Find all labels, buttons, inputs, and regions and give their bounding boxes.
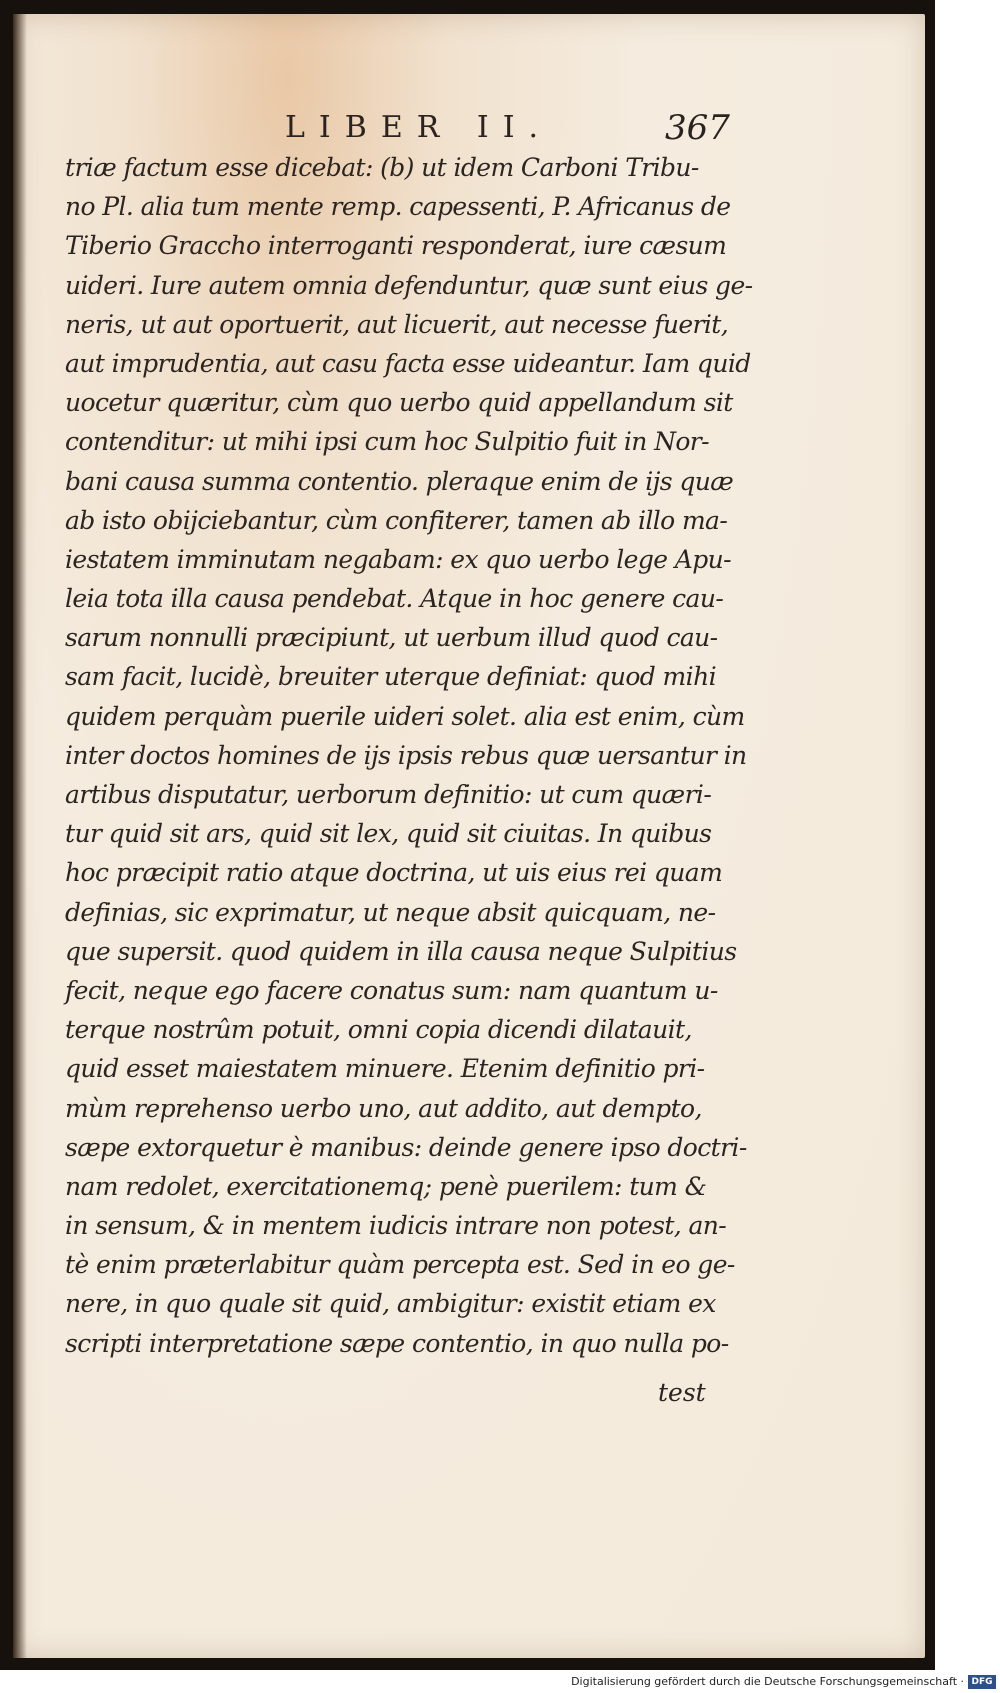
text-line: que supersit. quod quidem in illa causa neque Sulpitius xyxy=(65,936,737,966)
text-line: leia tota illa causa pendebat. Atque in hoc genere cau- xyxy=(65,584,724,614)
text-line: Tiberio Graccho interroganti responderat, iure cæsum xyxy=(65,231,727,261)
text-line: terque nostrûm potuit, omni copia dicendi dilatauit, xyxy=(65,1015,692,1045)
text-line: neris, ut aut oportuerit, aut licuerit, aut necesse fuerit, xyxy=(65,309,729,339)
running-head-title: LIBER II. xyxy=(285,110,553,145)
text-line: tè enim præterlabitur quàm percepta est. Sed in eo ge- xyxy=(65,1250,735,1280)
text-line: tur quid sit ars, quid sit lex, quid sit ciuitas. In quibus xyxy=(65,819,712,849)
text-line: nam redolet, exercitationemq; penè puerilem: tum & xyxy=(65,1171,707,1201)
text-line: uideri. Iure autem omnia defenduntur, quæ sunt eius ge- xyxy=(65,270,753,300)
text-line: sæpe extorquetur è manibus: deinde genere ipso doctri- xyxy=(65,1132,747,1162)
running-head xyxy=(13,108,925,148)
text-line: mùm reprehenso uerbo uno, aut addito, aut dempto, xyxy=(65,1093,702,1123)
text-block xyxy=(65,148,753,1363)
text-line: contenditur: ut mihi ipsi cum hoc Sulpitio fuit in Nor- xyxy=(65,427,710,457)
text-line: iestatem imminutam negabam: ex quo uerbo lege Apu- xyxy=(65,544,731,574)
text-line: scripti interpretatione sæpe contentio, in quo nulla po- xyxy=(65,1328,729,1358)
text-line: bani causa summa contentio. pleraque enim de ijs quæ xyxy=(65,466,734,496)
text-line: aut imprudentia, aut casu facta esse uideantur. Iam quid xyxy=(65,348,751,378)
text-line: inter doctos homines de ijs ipsis rebus quæ uersantur in xyxy=(65,740,747,770)
text-line: in sensum, & in mentem iudicis intrare non potest, an- xyxy=(65,1211,727,1241)
catchword: test xyxy=(658,1378,706,1407)
page-number: 367 xyxy=(665,108,730,148)
text-line: ab isto obijciebantur, cùm confiterer, tamen ab illo ma- xyxy=(65,505,728,535)
text-line: fecit, neque ego facere conatus sum: nam quantum u- xyxy=(65,975,718,1005)
text-line: hoc præcipit ratio atque doctrina, ut uis eius rei quam xyxy=(65,858,723,888)
footer xyxy=(0,1674,1000,1692)
text-line: triæ factum esse dicebat: (b) ut idem Carboni Tribu- xyxy=(65,153,699,182)
book-page xyxy=(13,14,925,1658)
funding-credit: Digitalisierung gefördert durch die Deutsche Forschungsgemeinschaft · xyxy=(571,1675,964,1688)
dfg-logo-icon: DFG xyxy=(968,1675,996,1689)
text-line: quid esset maiestatem minuere. Etenim definitio pri- xyxy=(65,1054,705,1084)
text-line: nere, in quo quale sit quid, ambigitur: existit etiam ex xyxy=(65,1289,716,1319)
text-line: artibus disputatur, uerborum definitio: ut cum quæri- xyxy=(65,780,712,809)
text-line: uocetur quæritur, cùm quo uerbo quid appellandum sit xyxy=(65,388,733,418)
text-line: no Pl. alia tum mente remp. capessenti, P. Africanus de xyxy=(65,192,731,222)
text-line: definias, sic exprimatur, ut neque absit quicquam, ne- xyxy=(65,897,716,927)
text-line: sarum nonnulli præcipiunt, ut uerbum illud quod cau- xyxy=(65,623,718,653)
text-line: sam facit, lucidè, breuiter uterque definiat: quod mihi xyxy=(65,662,716,692)
text-line: quidem perquàm puerile uideri solet. alia est enim, cùm xyxy=(65,701,745,731)
